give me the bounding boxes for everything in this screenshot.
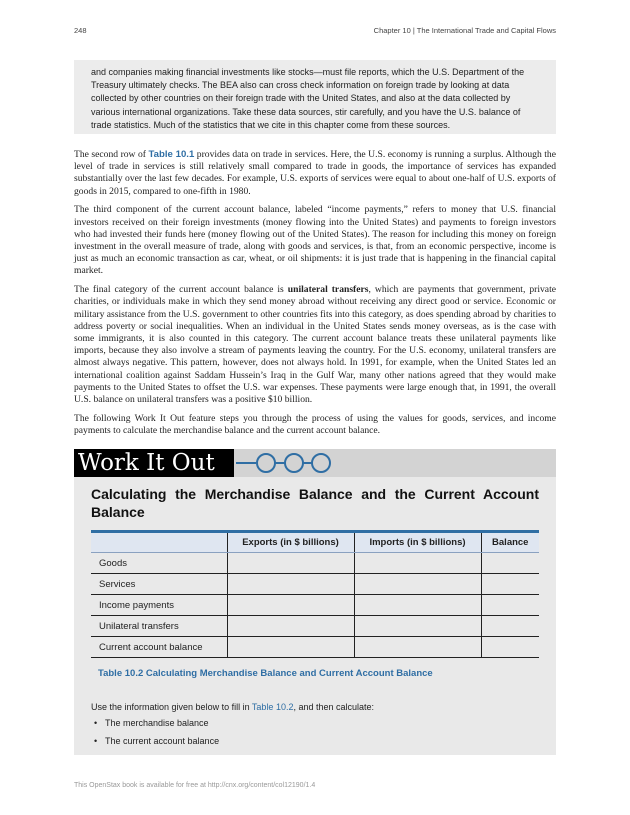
table-row	[91, 574, 539, 595]
note-box	[74, 60, 556, 134]
list-item: • The merchandise balance	[91, 715, 219, 733]
table-header-cell	[91, 532, 227, 553]
chapter-title: Chapter 10 | The International Trade and Capital Flows	[373, 26, 556, 35]
table-cell	[481, 637, 539, 658]
p1-pre: The second row of	[74, 149, 149, 160]
balance-table	[91, 530, 539, 658]
p1-post: provides data on trade in services. Here, the U.S. economy is running a surplus. Although the level of trade in services is still relatively small compared to trade in goods, the importance of services has expanded substantially over the last few decades. For example, U.S. exports of services were equal to about one-half of U.S. exports of goods in 2015, compared to one-fifth in 1980.	[74, 149, 556, 197]
table-cell	[227, 574, 354, 595]
work-it-out-label: Work It Out	[74, 449, 234, 477]
page-footer: This OpenStax book is available for free at http://cnx.org/content/col12190/1.4	[74, 782, 316, 789]
intro-pre: Use the information given below to fill in	[91, 702, 252, 712]
table-header-cell: Exports (in $ billions)	[227, 532, 354, 553]
table-cell	[354, 637, 481, 658]
page-number: 248	[74, 26, 87, 35]
instructions	[91, 702, 374, 712]
linked-circles-icon	[236, 451, 356, 475]
table-row	[91, 595, 539, 616]
table-row	[91, 616, 539, 637]
row-label: Unilateral transfers	[91, 616, 227, 637]
table-caption: Table 10.2 Calculating Merchandise Balance and Current Account Balance	[98, 668, 433, 679]
table-cell	[227, 595, 354, 616]
page-header	[74, 26, 556, 38]
table-cell	[354, 553, 481, 574]
work-it-out-box	[74, 449, 556, 755]
intro-post: , and then calculate:	[293, 702, 375, 712]
paragraph-unilateral-transfers	[74, 284, 556, 406]
paragraph-services	[74, 149, 556, 198]
body-text	[74, 149, 556, 444]
p3-post: , which are payments that government, private charities, or individuals make in which they send money abroad without receiving any direct good or service. Economic or military assistance from the U.S. government to other countries fits into this category, as does spending abroad by charities to address poverty or social inequalities. When an individual in the United States sends money overseas, as is the case with some immigrants, it is also counted in this category. The current account balance treats these unilateral payments like imports, because they also involve a stream of payments leaving the country. For the U.S. economy, unilateral transfers are almost always negative. This pattern, however, does not always hold. In 1991, for example, when the United States led an international coalition against Saddam Hussein’s Iraq in the Gulf War, many other nations agreed that they would make payments to the United States to offset the U.S. war expenses. These payments were large enough that, in 1991, the overall U.S. balance on unilateral transfers was a positive $10 billion.	[74, 284, 556, 406]
table-cell	[354, 595, 481, 616]
p3-pre: The final category of the current account balance is	[74, 284, 288, 296]
task-list	[91, 715, 219, 750]
paragraph-work-it-out-intro: The following Work It Out feature steps you through the process of using the values for goods, services, and income payments to calculate the merchandise balance and the current account balance.	[74, 412, 556, 437]
table-header-row	[91, 532, 539, 553]
key-term-unilateral-transfers: unilateral transfers	[287, 284, 369, 296]
row-label: Income payments	[91, 595, 227, 616]
paragraph-income-payments: The third component of the current account balance, labeled “income payments,” refers to money that U.S. financial investors received on their foreign investments (money flowing into the United States) and payments to foreign investors who had invested their funds here (money flowing out of the United States). The reason for including this money on foreign investment in the overall measure of trade, along with goods and services, is that, from an economic perspective, income is just as much an economic transaction as car, wheat, or oil shipments: it is just trade that is happening in the financial capital market.	[74, 204, 556, 277]
list-item: • The current account balance	[91, 733, 219, 751]
work-it-out-banner	[74, 449, 556, 477]
table-cell	[354, 574, 481, 595]
row-label: Goods	[91, 553, 227, 574]
table-cell	[481, 595, 539, 616]
table-row	[91, 637, 539, 658]
row-label: Current account balance	[91, 637, 227, 658]
table-cell	[227, 553, 354, 574]
work-it-out-title: Calculating the Merchandise Balance and the Current Account Balance	[91, 486, 539, 520]
table-10-2-link[interactable]: Table 10.2	[251, 702, 294, 712]
table-row	[91, 553, 539, 574]
table-header-cell: Balance	[481, 532, 539, 553]
table-cell	[481, 616, 539, 637]
table-cell	[481, 574, 539, 595]
note-text: and companies making financial investments like stocks—must file reports, which the U.S. Department of the Treasury ultimately checks. The BEA also can cross check information on foreign trade by looking at data collected by other countries on their foreign trade with the United States, and also at the data collected by various international organizations. Take these data sources, stir carefully, and you have the U.S. balance of trade statistics. Much of the statistics that we cite in this chapter come from these sources.	[91, 67, 525, 130]
table-cell	[227, 637, 354, 658]
table-cell	[481, 553, 539, 574]
table-cell	[227, 616, 354, 637]
table-cell	[354, 616, 481, 637]
row-label: Services	[91, 574, 227, 595]
table-10-1-link[interactable]: Table 10.1	[148, 149, 195, 160]
table-header-cell: Imports (in $ billions)	[354, 532, 481, 553]
